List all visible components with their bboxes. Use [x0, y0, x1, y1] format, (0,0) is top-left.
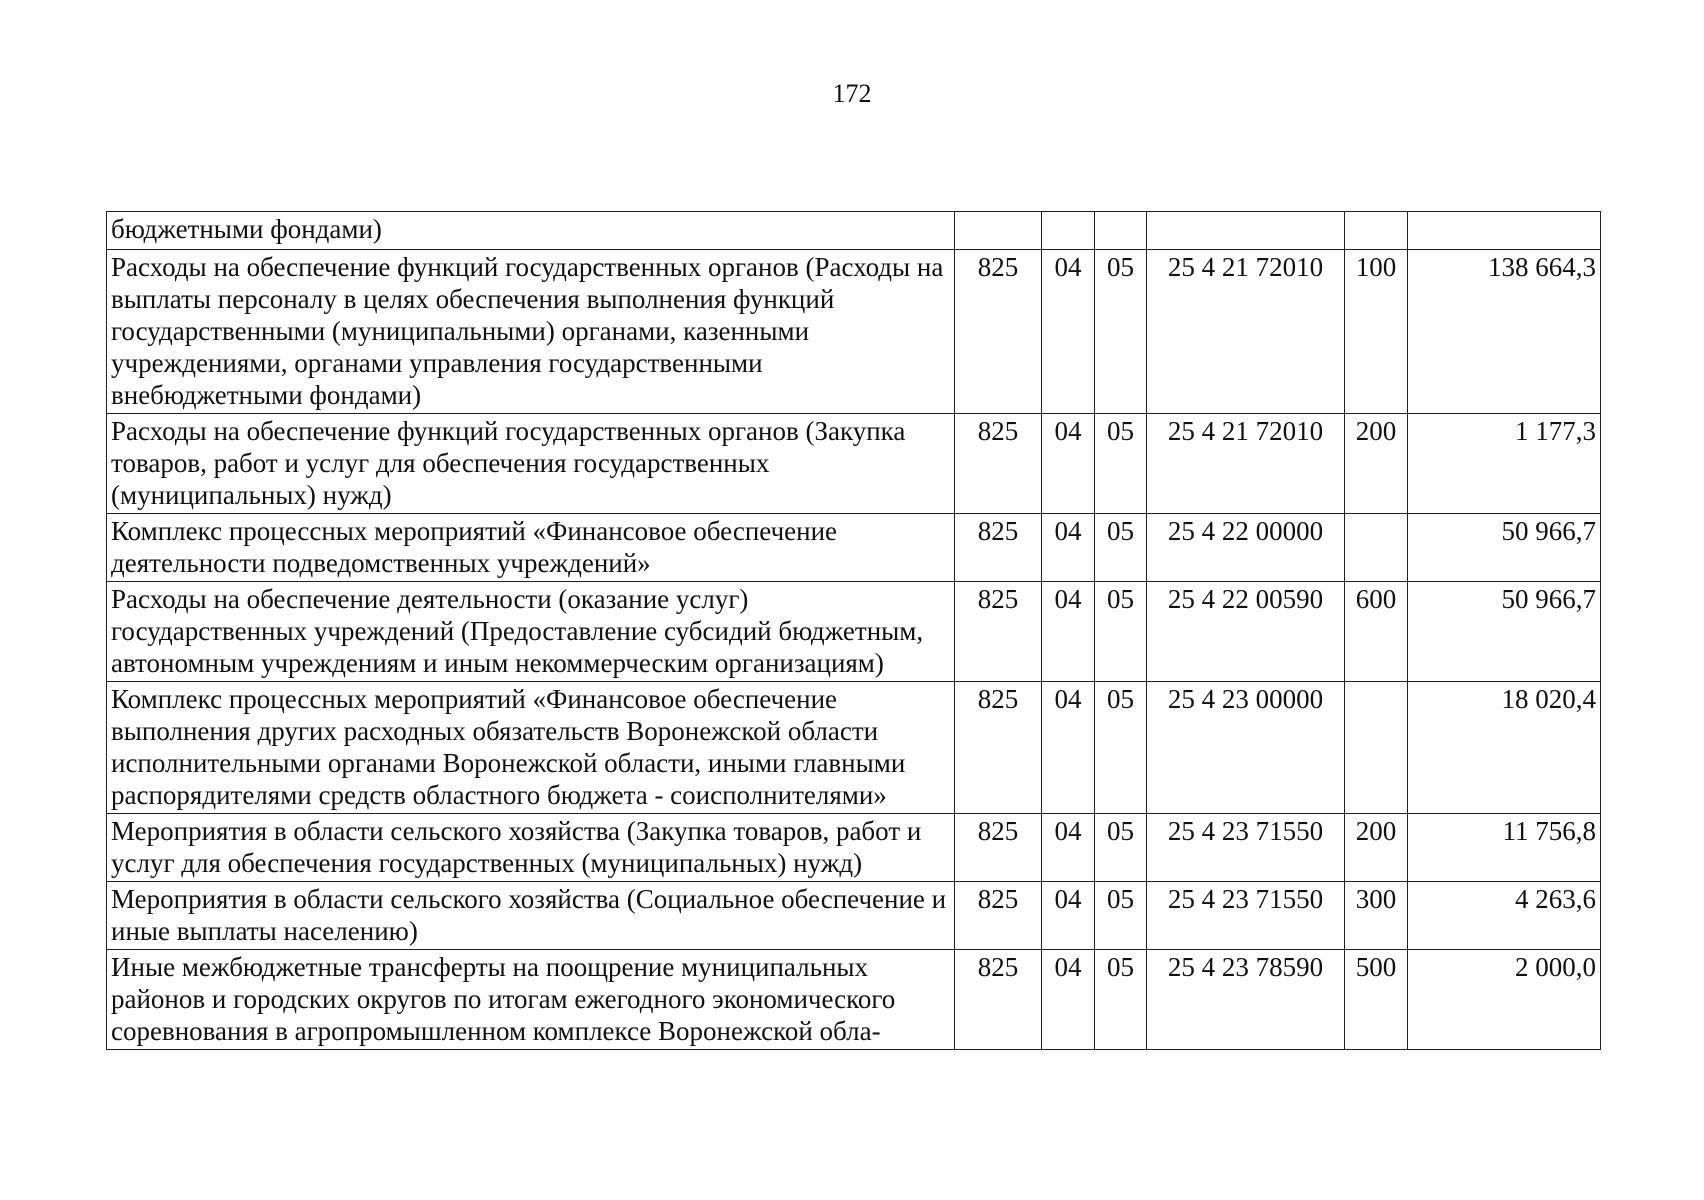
- row-name: Мероприятия в области сельского хозяйства (Закупка товаров, работ и услуг для обеспечения государственных (муниципальных) нужд): [107, 814, 955, 882]
- row-section-code: 04: [1042, 582, 1095, 682]
- row-target-article-code: 25 4 23 71550: [1147, 882, 1345, 950]
- row-expense-type-code: [1345, 514, 1408, 582]
- row-subsection-code: 05: [1095, 414, 1147, 514]
- row-target-article-code: 25 4 21 72010: [1147, 250, 1345, 414]
- row-name: Расходы на обеспечение деятельности (оказание услуг) государственных учреждений (Предоставление субсидий бюджетным, автономным учреждениям и иным некоммерческим организациям): [107, 582, 955, 682]
- row-ministry-code: 825: [955, 250, 1042, 414]
- row-subsection-code: 05: [1095, 682, 1147, 814]
- table-row: [107, 882, 1601, 950]
- table-row: [107, 414, 1601, 514]
- page-number: 172: [832, 79, 872, 108]
- row-name: Расходы на обеспечение функций государственных органов (Закупка товаров, работ и услуг для обеспечения государственных (муниципальных) нужд): [107, 414, 955, 514]
- row-ministry-code: 825: [955, 950, 1042, 1050]
- row-name: Комплекс процессных мероприятий «Финансовое обеспечение деятельности подведомственных учреждений»: [107, 514, 955, 582]
- row-ministry-code: 825: [955, 414, 1042, 514]
- row-section-code: 04: [1042, 414, 1095, 514]
- row-target-article-code: 25 4 23 71550: [1147, 814, 1345, 882]
- row-subsection-code: 05: [1095, 814, 1147, 882]
- table-row: [107, 950, 1601, 1050]
- row-amount: 2 000,0: [1408, 950, 1601, 1050]
- table-row: [107, 514, 1601, 582]
- row-subsection-code: 05: [1095, 582, 1147, 682]
- table-row: [107, 682, 1601, 814]
- row-amount: [1408, 212, 1601, 250]
- row-subsection-code: 05: [1095, 250, 1147, 414]
- row-target-article-code: 25 4 22 00590: [1147, 582, 1345, 682]
- row-expense-type-code: 300: [1345, 882, 1408, 950]
- row-section-code: 04: [1042, 814, 1095, 882]
- table-row: [107, 250, 1601, 414]
- row-target-article-code: 25 4 22 00000: [1147, 514, 1345, 582]
- row-section-code: 04: [1042, 682, 1095, 814]
- row-amount: 1 177,3: [1408, 414, 1601, 514]
- row-target-article-code: 25 4 23 78590: [1147, 950, 1345, 1050]
- row-subsection-code: [1095, 212, 1147, 250]
- row-section-code: 04: [1042, 250, 1095, 414]
- row-amount: 11 756,8: [1408, 814, 1601, 882]
- row-amount: 50 966,7: [1408, 582, 1601, 682]
- row-expense-type-code: [1345, 682, 1408, 814]
- table-row: [107, 814, 1601, 882]
- row-name: Мероприятия в области сельского хозяйства (Социальное обеспечение и иные выплаты населению): [107, 882, 955, 950]
- row-section-code: [1042, 212, 1095, 250]
- row-subsection-code: 05: [1095, 950, 1147, 1050]
- row-ministry-code: 825: [955, 582, 1042, 682]
- row-name: бюджетными фондами): [107, 212, 955, 250]
- row-expense-type-code: 200: [1345, 814, 1408, 882]
- row-amount: 50 966,7: [1408, 514, 1601, 582]
- row-name: Иные межбюджетные трансферты на поощрение муниципальных районов и городских округов по итогам ежегодного экономического соревнования в агропромышленном комплексе Воронежской обла-: [107, 950, 955, 1050]
- row-name: Комплекс процессных мероприятий «Финансовое обеспечение выполнения других расходных обязательств Воронежской области исполнительными органами Воронежской области, иными главными распорядителями средств областного бюджета - соисполнителями»: [107, 682, 955, 814]
- row-expense-type-code: 200: [1345, 414, 1408, 514]
- budget-table-body: [107, 212, 1601, 1050]
- row-section-code: 04: [1042, 882, 1095, 950]
- row-section-code: 04: [1042, 950, 1095, 1050]
- row-target-article-code: 25 4 21 72010: [1147, 414, 1345, 514]
- row-expense-type-code: 500: [1345, 950, 1408, 1050]
- table-row: [107, 582, 1601, 682]
- row-section-code: 04: [1042, 514, 1095, 582]
- row-expense-type-code: [1345, 212, 1408, 250]
- row-name: Расходы на обеспечение функций государственных органов (Расходы на выплаты персоналу в целях обеспечения выполнения функций государственными (муниципальными) органами, казенными учреждениями, органами управления государственными внебюджетными фондами): [107, 250, 955, 414]
- row-ministry-code: 825: [955, 682, 1042, 814]
- row-ministry-code: 825: [955, 882, 1042, 950]
- row-target-article-code: [1147, 212, 1345, 250]
- budget-table: [106, 211, 1601, 1050]
- row-subsection-code: 05: [1095, 514, 1147, 582]
- row-subsection-code: 05: [1095, 882, 1147, 950]
- row-ministry-code: 825: [955, 814, 1042, 882]
- row-amount: 18 020,4: [1408, 682, 1601, 814]
- row-expense-type-code: 100: [1345, 250, 1408, 414]
- row-amount: 138 664,3: [1408, 250, 1601, 414]
- row-amount: 4 263,6: [1408, 882, 1601, 950]
- row-expense-type-code: 600: [1345, 582, 1408, 682]
- row-target-article-code: 25 4 23 00000: [1147, 682, 1345, 814]
- row-ministry-code: [955, 212, 1042, 250]
- row-ministry-code: 825: [955, 514, 1042, 582]
- table-row: [107, 212, 1601, 250]
